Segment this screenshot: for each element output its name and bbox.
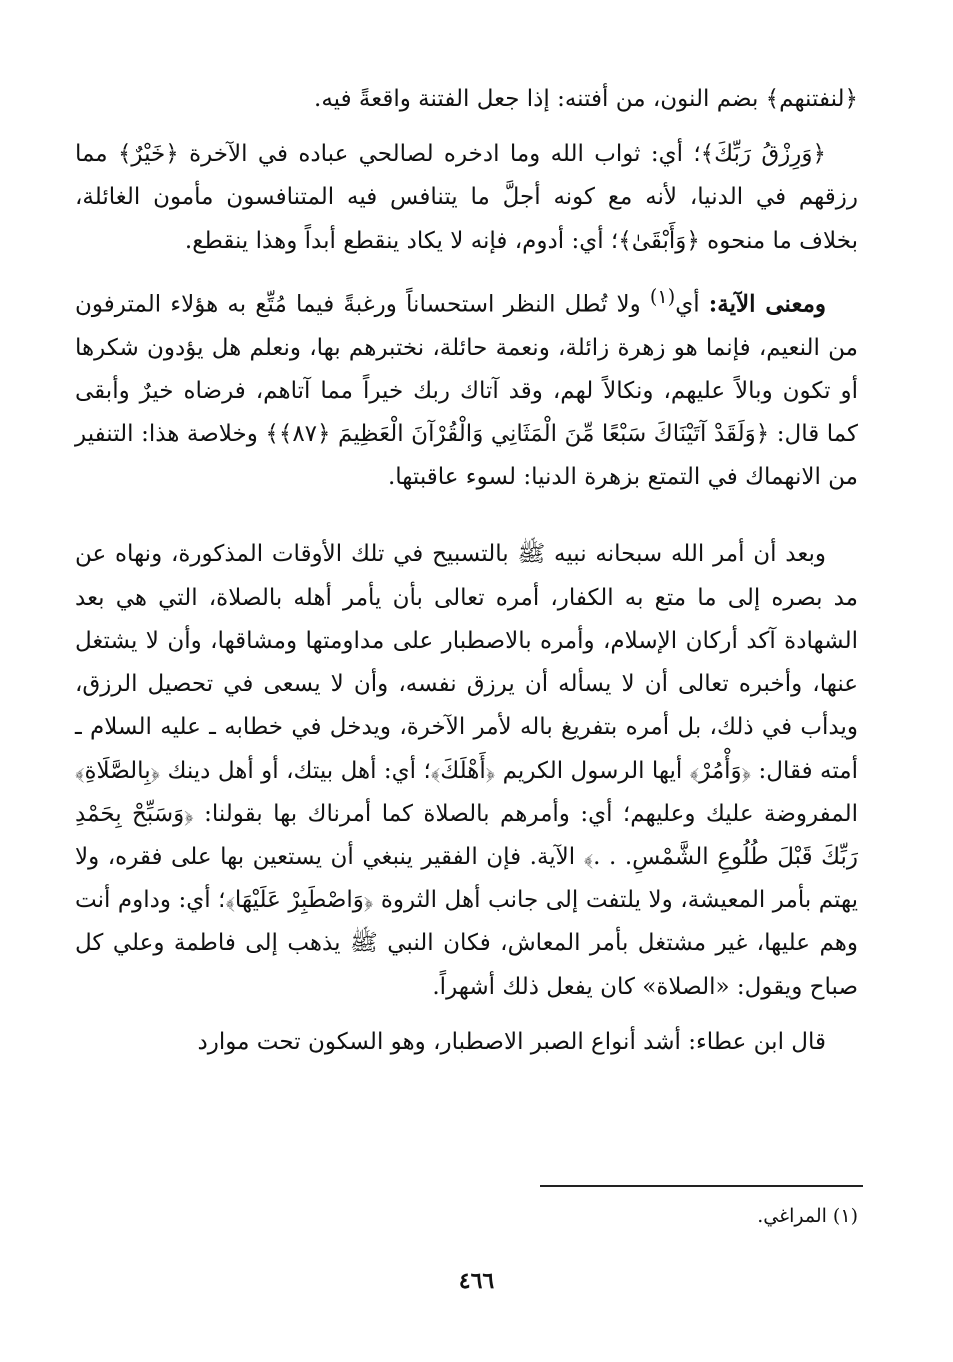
paragraph-4: وبعد أن أمر الله سبحانه نبيه ﷺ بالتسبيح في تلك الأوقات المذكورة، ونهاه عن مد بصره إلى ما متع به الكفار، أمره تعالى بأن يأمر أهله بالصلاة، التي هي بعد الشهادة آكد أركان الإسلام، وأمره بالاصطبار على مداومتها ومشاقها، وأن لا يشتغل عنها، وأخبره تعالى أن لا يسأله أن يرزق نفسه، وأن لا يسعى في تحصيل الرزق، ويدأب في ذلك، بل أمره بتفريغ باله لأمر الآخرة، ويدخل في خطابه ـ عليه السلام ـ أمته فقال: ﴿وَأْمُرْ﴾ أيها الرسول الكريم ﴿أَهْلَكَ﴾؛ أي: أهل بيتك، أو أهل دينك ﴿بِالصَّلَاةِ﴾ المفروضة عليك وعليهم؛ أي: وأمرهم بالصلاة كما أمرناك بها بقولنا: ﴿وَسَبِّحْ بِحَمْدِ رَبِّكَ قَبْلَ طُلُوعِ الشَّمْسِ. . .﴾ الآية. فإن الفقير ينبغي أن يستعين بها على فقره، ولا يهتم بأمر المعيشة، ولا يلتفت إلى جانب أهل الثروة ﴿وَاصْطَبِرْ عَلَيْهَا﴾؛ أي: وداوم أنت وهم عليها، غير مشتغل بأمر المعاش، فكان النبي ﷺ يذهب إلى فاطمة وعلي كل صباح ويقول: «الصلاة» كان يفعل ذلك أشهراً. xyxy=(75,541,858,1000)
paragraph-2: ﴿وَرِزْقُ رَبِّكَ﴾؛ أي: ثواب الله وما ادخره لصالحي عباده في الآخرة ﴿خَيْرٌ﴾ مما رزقهم في الدنيا، لأنه مع كونه أجلَّ ما يتنافس فيه المتنافسون مأمون الغائلة، بخلاف ما منحوه ﴿وَأَبْقَىٰ﴾؛ أي: أدوم، فإنه لا يكاد ينقطع أبداً وهذا ينقطع. xyxy=(75,141,858,254)
paragraph-1: ﴿لنفتنهم﴾ بضم النون، من أفتنه: إذا جعل الفتنة واقعةً فيه. xyxy=(314,86,858,112)
paragraph-meaning xyxy=(75,275,858,500)
main-text xyxy=(75,78,858,1064)
footnote: (١) المراغي. xyxy=(757,1205,858,1227)
footnote-divider xyxy=(540,1185,863,1187)
paragraph-5: قال ابن عطاء: أشد أنواع الصبر الاصطبار، وهو السكون تحت موارد xyxy=(197,1028,826,1055)
meaning-body: ولا تُطل النظر استحساناً ورغبةً فيما مُتِّع به هؤلاء المترفون من النعيم، فإنما هو زهرة زائلة، ونعمة حائلة، نختبرهم بها، ونعلم هل يؤدون شكرها أو تكون وبالاً عليهم، ونكالاً لهم، وقد آتاك ربك خيراً مما آتاهم، فرضاه خيرٌ وأبقى كما قال: ﴿وَلَقَدْ آتَيْنَاكَ سَبْعًا مِّنَ الْمَثَانِي وَالْقُرْآنَ الْعَظِيمَ ﴿٨٧﴾﴾ وخلاصة هذا: التنفير من الانهماك في التمتع بزهرة الدنيا: لسوء عاقبتها. xyxy=(75,291,858,491)
meaning-label: ومعنى الآية: xyxy=(708,290,826,318)
footnote-reference: (١) xyxy=(649,284,676,308)
page-number: ٤٦٦ xyxy=(458,1268,495,1294)
meaning-lead: أي xyxy=(675,291,700,318)
